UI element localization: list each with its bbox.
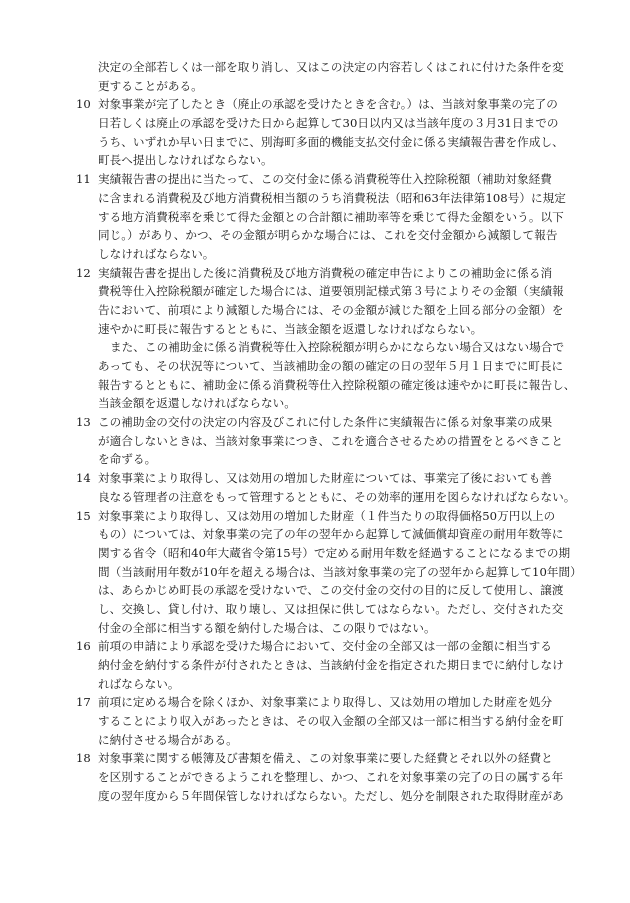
text-line <box>84 301 572 320</box>
clause-number: 18 <box>76 751 91 766</box>
text-line <box>84 208 572 227</box>
line-text: 告において、前項により減額した場合には、その金額が減じた額を上回る部分の金額）を <box>98 302 564 317</box>
text-line <box>84 394 572 413</box>
text-line <box>84 338 572 357</box>
line-text: 間（当該耐用年数が10年を超える場合は、当該対象事業の完了の翌年から起算して10年間） <box>98 564 582 579</box>
line-text: は、あらかじめ町長の承認を受けないで、この交付金の交付の目的に反して使用し、譲渡 <box>98 583 564 598</box>
clause-number: 16 <box>76 639 91 654</box>
line-text: 対象事業により取得し、又は効用の増加した財産（１件当たりの取得価格50万円以上の <box>98 508 556 523</box>
line-text: 付金の全部に相当する額を納付した場合は、この限りではない。 <box>98 620 436 635</box>
text-line <box>84 675 572 694</box>
line-text: 実績報告書を提出した後に消費税及び地方消費税の確定申告によりこの補助金に係る消 <box>98 265 553 280</box>
text-line <box>84 77 572 96</box>
text-line <box>84 432 572 451</box>
text-line <box>84 731 572 750</box>
line-text: することにより収入があったときは、その収入金額の全部又は一部に相当する納付金を町 <box>98 714 564 729</box>
clause-number: 13 <box>76 415 91 430</box>
text-line <box>84 58 572 77</box>
text-line <box>84 376 576 395</box>
text-line <box>84 226 572 245</box>
line-text: 実績報告書の提出に当たって、この交付金に係る消費税等仕入控除税額（補助対象経費 <box>98 172 552 187</box>
line-text: 当該金額を返還しなければならない。 <box>98 396 296 411</box>
line-text: 前項の申請により承認を受けた場合において、交付金の全部又は一部の金額に相当する <box>98 639 552 654</box>
text-line <box>84 488 576 507</box>
line-text: に含まれる消費税及び地方消費税相当額のうち消費税法（昭和63年法律第108号）に規定 <box>98 190 566 205</box>
line-text: に納付させる場合がある。 <box>98 732 238 747</box>
text-line <box>84 114 572 133</box>
clause-number: 15 <box>76 508 91 523</box>
line-text: 対象事業に関する帳簿及び書類を備え、この対象事業に要した経費とそれ以外の経費と <box>98 751 553 766</box>
text-line <box>84 189 572 208</box>
line-text: 費税等仕入控除税額が確定した場合には、道要領別記様式第３号によりその金額（実績報 <box>98 284 564 299</box>
text-line <box>84 357 572 376</box>
text-line <box>84 320 572 339</box>
line-text: 報告するとともに、補助金に係る消費税等仕入控除税額の確定後は速やかに町長に報告し、 <box>98 377 576 392</box>
clause-number: 10 <box>76 97 91 112</box>
clause-line <box>76 749 572 768</box>
text-line <box>84 768 572 787</box>
text-line <box>84 656 572 675</box>
clause-line <box>76 264 572 283</box>
line-text: が適合しないときは、当該対象事業につき、これを適合させるための措置をとるべきこと <box>98 433 564 448</box>
line-text: 度の翌年度から５年間保管しなければならない。ただし、処分を制限された取得財産があ <box>98 788 564 803</box>
line-text: あっても、その状況等について、当該補助金の額の確定の日の翌年５月１日までに町長に <box>98 359 564 373</box>
line-text: を命ずる。 <box>98 452 157 467</box>
clause-number: 14 <box>76 471 91 486</box>
line-text: 更することがある。 <box>98 78 203 93</box>
line-text: 町長へ提出しなければならない。 <box>98 153 273 168</box>
text-line <box>84 450 572 469</box>
line-text: 日若しくは廃止の承認を受けた日から起算して30日以内又は当該年度の３月31日までの <box>98 116 559 131</box>
clause-line <box>76 170 572 189</box>
text-line <box>84 151 572 170</box>
line-text: する地方消費税率を乗じて得た金額との合計額に補助率等を乗じて得た金額をいう。以下 <box>98 209 564 224</box>
line-text: もの）については、対象事業の完了の年の翌年から起算して減価償却資産の耐用年数等に <box>98 527 564 542</box>
line-text: ればならない。 <box>98 676 180 691</box>
line-text: しなければならない。 <box>98 246 215 261</box>
clause-line <box>76 507 572 526</box>
clause-line <box>76 693 572 712</box>
text-line <box>84 581 572 600</box>
clause-line <box>76 95 572 114</box>
text-line <box>84 787 572 806</box>
text-line <box>84 133 572 152</box>
line-text: を区別することができるようこれを整理し、かつ、これを対象事業の完了の日の属する年 <box>98 770 564 785</box>
line-text: 対象事業により取得し、又は効用の増加した財産については、事業完了後においても善 <box>98 471 552 486</box>
line-text: 同じ。）があり、かつ、その金額が明らかな場合には、これを交付金額から減額して報告 <box>98 228 558 243</box>
line-text: 良なる管理者の注意をもって管理するとともに、その効率的運用を図らなければならない。 <box>98 489 576 504</box>
line-text: この補助金の交付の決定の内容及びこれに付した条件に実績報告に係る対象事業の成果 <box>98 415 553 430</box>
text-line <box>84 245 572 264</box>
clause-number: 12 <box>76 265 91 280</box>
line-text: また、この補助金に係る消費税等仕入控除税額が明らかにならない場合又はない場合で <box>110 340 565 355</box>
text-line <box>84 712 572 731</box>
text-line <box>84 619 572 638</box>
clause-line <box>76 637 572 656</box>
line-text: 決定の全部若しくは一部を取り消し、又はこの決定の内容若しくはこれに付けた条件を変 <box>98 60 564 74</box>
clause-number: 11 <box>76 172 91 187</box>
line-text: うち、いずれか早い日までに、別海町多面的機能支払交付金に係る実績報告書を作成し、 <box>98 134 564 149</box>
text-line <box>84 600 572 619</box>
line-text: 速やかに町長に報告するとともに、当該金額を返還しなければならない。 <box>98 321 483 336</box>
line-text: 納付金を納付する条件が付されたときは、当該納付金を指定された期日までに納付しなけ <box>98 658 564 672</box>
text-line <box>84 282 572 301</box>
clause-line <box>76 469 572 488</box>
line-text: 前項に定める場合を除くほか、対象事業により取得し、又は効用の増加した財産を処分 <box>98 695 553 710</box>
line-text: 関する省令（昭和40年大蔵省令第15号）で定める耐用年数を経過することになるまでの期 <box>98 545 571 560</box>
text-line <box>84 525 572 544</box>
line-text: 対象事業が完了したとき（廃止の承認を受けたときを含む。）は、当該対象事業の完了の <box>98 97 558 112</box>
line-text: し、交換し、貸し付け、取り壊し、又は担保に供してはならない。ただし、交付された交 <box>98 601 564 616</box>
clause-number: 17 <box>76 695 91 710</box>
text-line <box>84 544 572 563</box>
clause-line <box>76 413 572 432</box>
text-line <box>84 563 582 582</box>
